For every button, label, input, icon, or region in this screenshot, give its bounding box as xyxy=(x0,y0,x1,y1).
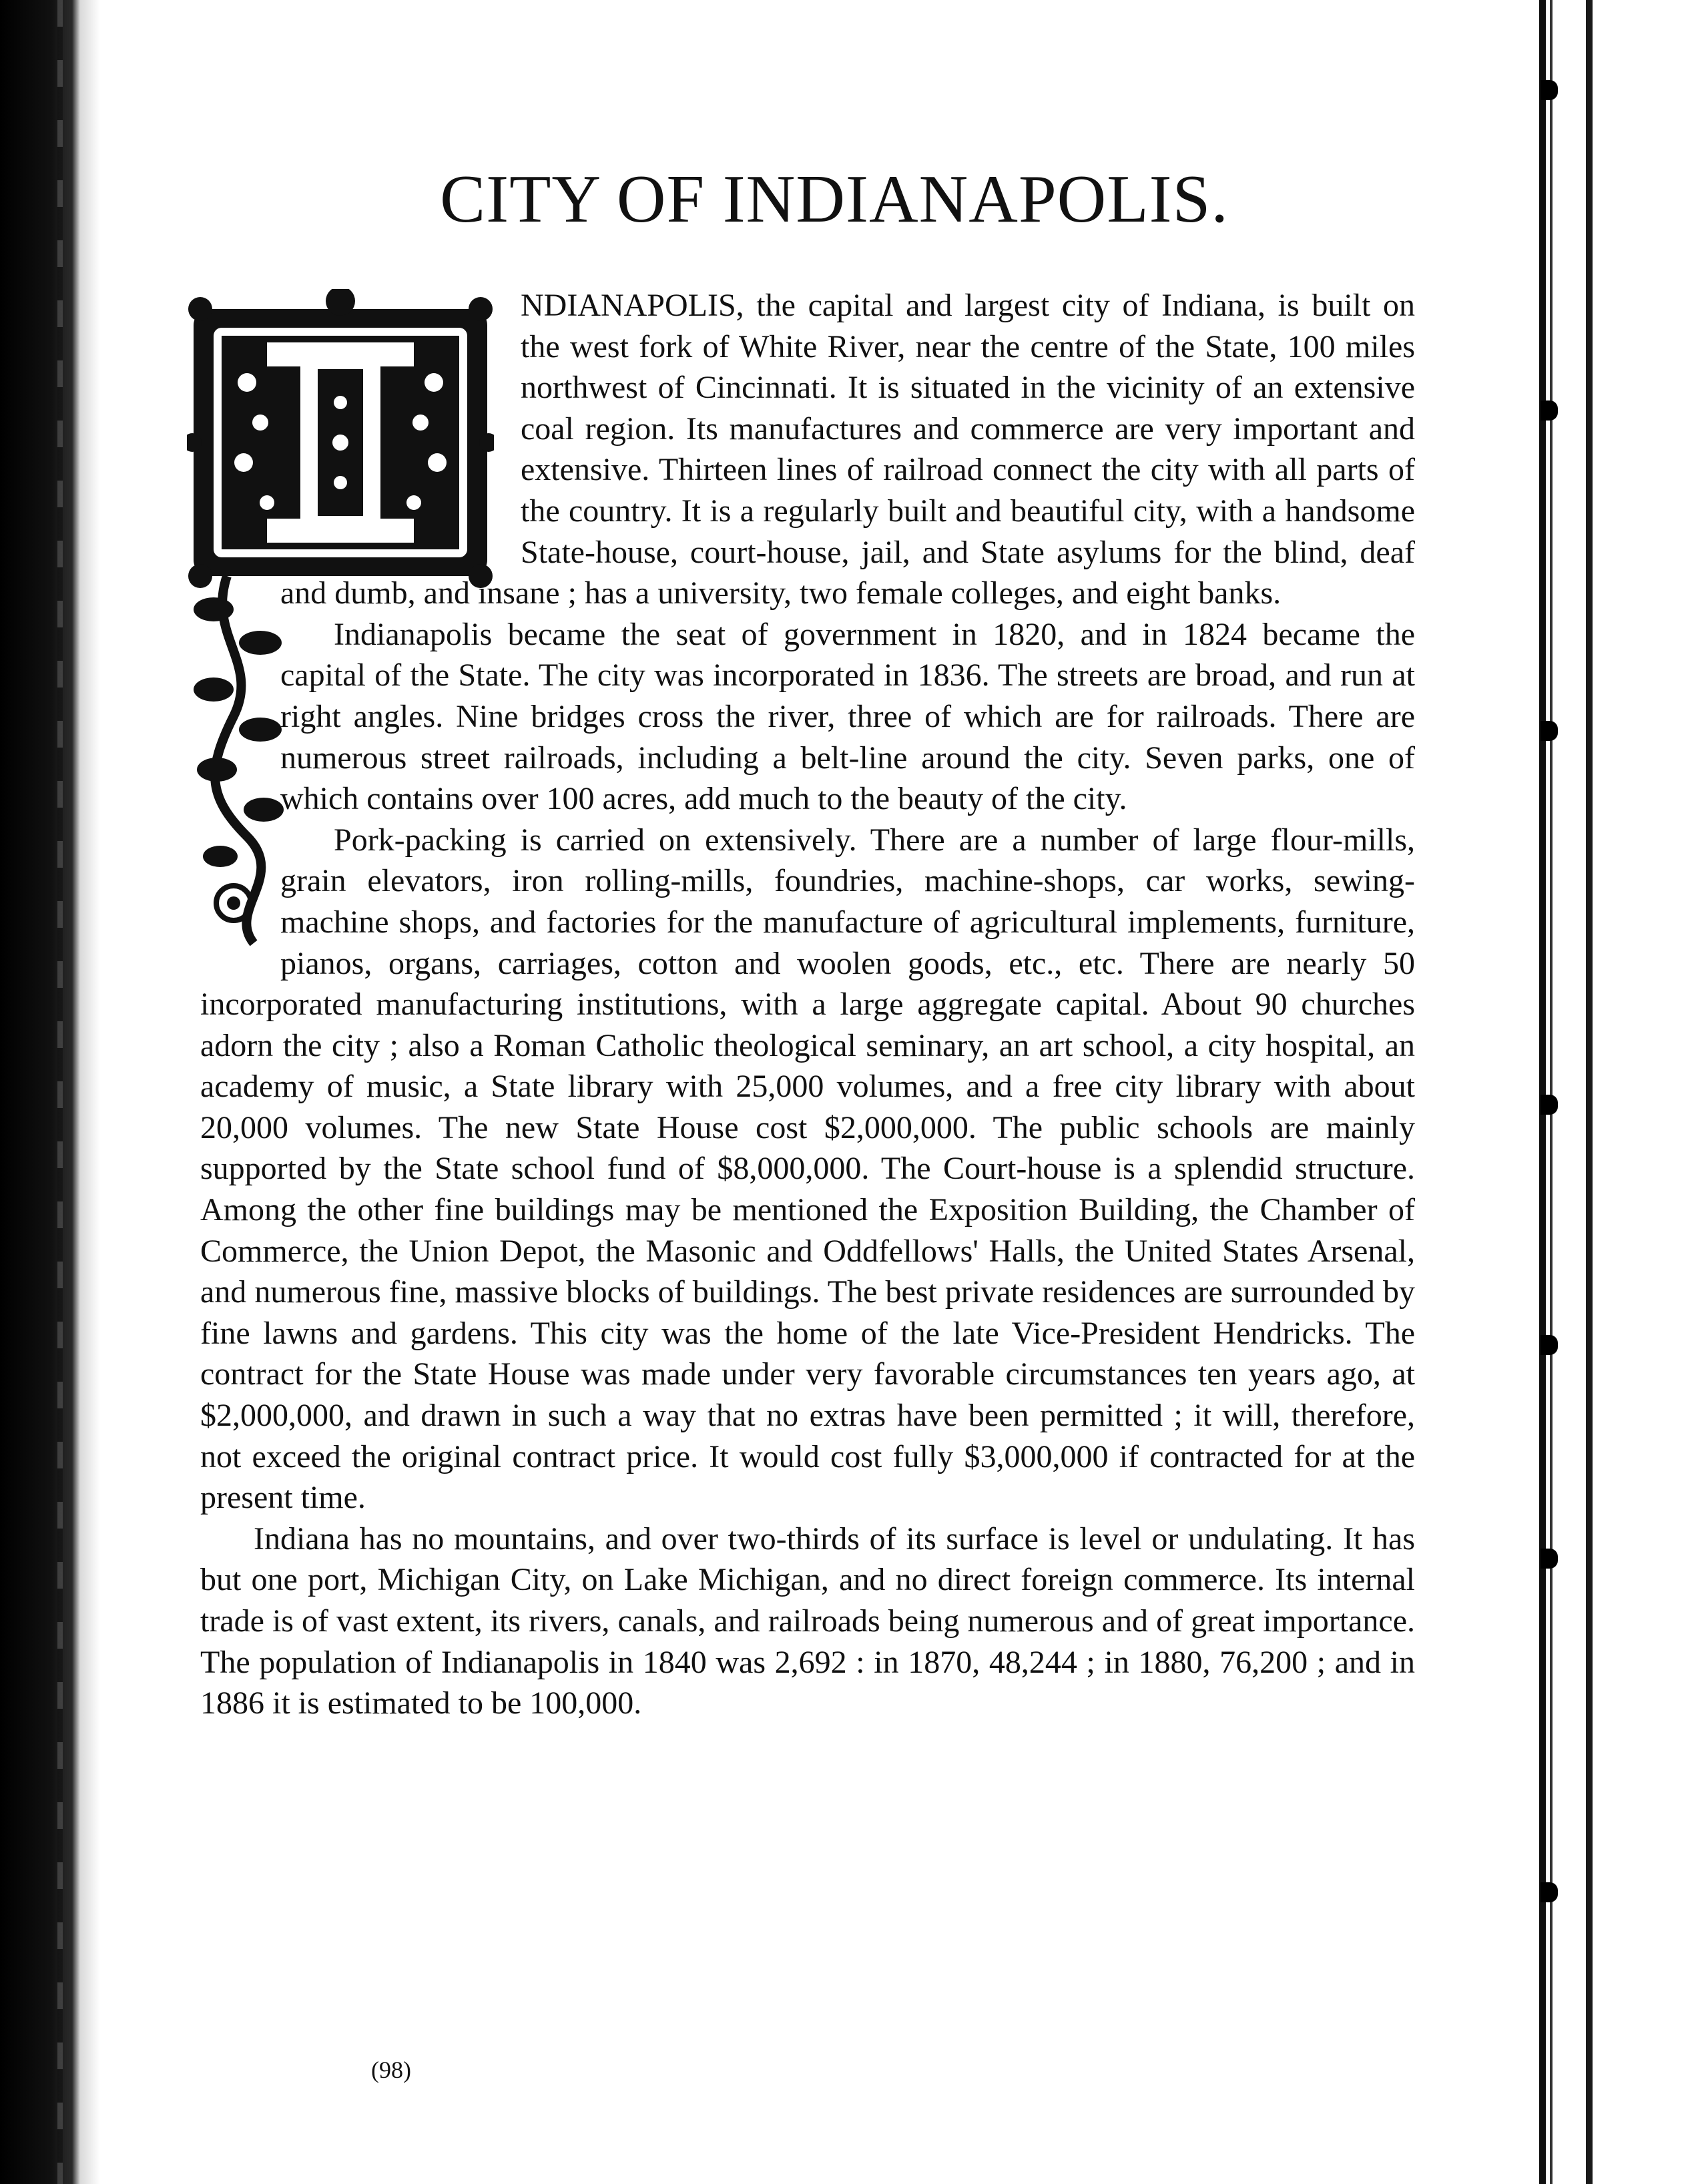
page-title: CITY OF INDIANAPOLIS. xyxy=(440,162,1229,237)
paragraph: NDIANAPOLIS, the capital and largest city of Indiana, is built on the west fork of White River, near the centre of the State, 100 miles northwest of Cincinnati. It is situated in the vicinity of an extensive coal region. Its manufactures and commerce are very important and extensive. Thirteen lines of railroad connect the city with all parts of the country. It is a regularly built and beautiful city, with a handsome State-house, court-house, jail, and State asylums for the blind, deaf and dumb, and insane ; has a university, two female colleges, and eight banks. xyxy=(280,288,1415,611)
binding-mark xyxy=(1540,1335,1558,1355)
binding-mark xyxy=(1540,80,1558,100)
page-edge-rule xyxy=(1550,0,1553,2184)
binding-mark xyxy=(1540,1549,1558,1569)
paragraph: Indiana has no mountains, and over two-thirds of its surface is level or undulating. It has but one port, Michigan City, on Lake Michigan, and no direct foreign commerce. Its internal trade is of vast extent, its rivers, canals, and railroads being numerous and of great importance. The population of Indianapolis in 1840 was 2,692 : in 1870, 48,244 ; in 1880, 76,200 ; and in 1886 it is estimated to be 100,000. xyxy=(200,1521,1415,1721)
paragraph: Pork-packing is carried on extensively. There are a number of large flour-mills, grain elevators, iron rolling-mills, foundries, machine-shops, car works, sewing-machine shops, and factories for the manufacture of agricultural implements, furniture, pianos, organs, carriages, cotton and woolen goods, etc., etc. There are nearly 50 incorporated manufacturing institutions, with a large aggregate capital. About 90 churches adorn the city ; also a Roman Catholic theological seminary, an art school, a city hospital, an academy of music, a State library with 25,000 volumes, and a free city library with about 20,000 volumes. The new State House cost $2,000,000. The public schools are mainly supported by the State school fund of $8,000,000. The Court-house is a splendid structure. Among the other fine buildings may be mentioned the Exposition Building, the Chamber of Commerce, the Union Depot, the Masonic and Oddfellows' Halls, the United States Arsenal, and numerous fine, massive blocks of buildings. The best private residences are surrounded by fine lawns and gardens. This city was the home of the late Vice-President Hendricks. The contract for the State House was made under very favorable circumstances ten years ago, at $2,000,000, and drawn in such a way that no extras have been permitted ; it will, therefore, not exceed the original contract price. It would cost fully $3,000,000 if contracted for at the present time. xyxy=(200,822,1415,1516)
binding-mark xyxy=(1540,721,1558,741)
page-content xyxy=(200,160,1415,1724)
binding-mark xyxy=(1540,400,1558,421)
article-body xyxy=(200,285,1415,1724)
page-edge-rule xyxy=(1586,0,1593,2184)
page-edge-rule xyxy=(1539,0,1546,2184)
paragraph: Indianapolis became the seat of government in 1820, and in 1824 became the capital of the State. The city was incorporated in 1836. The streets are broad, and run at right angles. Nine bridges cross the river, three of which are for railroads. There are numerous street railroads, including a belt-line around the city. Seven parks, one of which contains over 100 acres, add much to the beauty of the city. xyxy=(280,616,1415,817)
binding-mark xyxy=(1540,1095,1558,1115)
page-number: (98) xyxy=(371,2057,411,2083)
binding-mark xyxy=(1540,1882,1558,1902)
facing-page-edge xyxy=(1539,0,1690,2184)
book-spine-shadow xyxy=(0,0,100,2184)
